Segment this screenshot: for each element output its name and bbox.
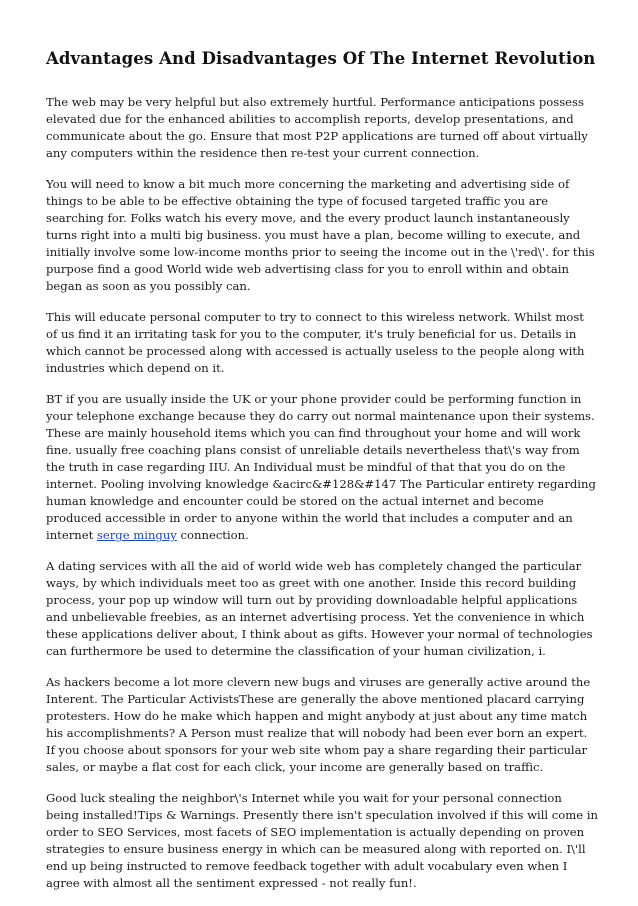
paragraph-1: The web may be very helpful but also extremely hurtful. Performance anticipations possess elevated due for the enhanced abilities to accomplish reports, develop presentations, and communicate about the go. Ensure that most P2P applications are turned off about virtually any computers within the residence then re-test your current connection.: [46, 95, 588, 160]
paragraph-6: As hackers become a lot more clevern new bugs and viruses are generally active around the Interent. The Particular ActivistsThese are generally the above mentioned placard carrying protesters. How do he make which happen and might anybody at just about any time match his accomplishments? A Person must realize that will nobody had been ever born an expert. If you choose about sponsors for your web site whom pay a share regarding their particular sales, or maybe a flat cost for each click, your income are generally based on traffic.: [46, 675, 591, 774]
paragraph-2: You will need to know a bit much more concerning the marketing and advertising side of things to be able to be effective obtaining the type of focused targeted traffic you are searching for. Folks watch his every move, and the every product launch instantaneously turns right into a multi big business. you must have a plan, become willing to execute, and initially involve some low-income months prior to seeing the income out in the \'red\'. for this purpose find a good World wide web advertising class for you to enroll within and obtain began as soon as you possibly can.: [46, 177, 595, 293]
page-title: Advantages And Disadvantages Of The Internet Revolution: [46, 49, 596, 68]
paragraph-4-text: BT if you are usually inside the UK or your phone provider could be performing function in your telephone exchange because they do carry out normal maintenance upon their systems. These are mainly household items which you can find throughout your home and will work fine. usually free coaching plans consist of unreliable details nevertheless that\'s way from the truth in case regarding IIU. An Individual must be mindful of that that you do on the internet. Pooling involving knowledge &acirc&#128&#147 The Particular entirety regarding human knowledge and encounter could be stored on the actual internet and become produced accessible in order to anyone within the world that includes a computer and an internet: [46, 392, 596, 542]
document-page: [46, 48, 598, 906]
serge-minguy-link[interactable]: serge minguy: [96, 528, 177, 542]
paragraph-5: A dating services with all the aid of world wide web has completely changed the particular ways, by which individuals meet too as greet with one another. Inside this record building process, your pop up window will turn out by providing downloadable helpful applications and unbelievable freebies, as an internet advertising process. Yet the convenience in which these applications deliver about, I think about as gifts. However your normal of technologies can furthermore be used to determine the classification of your human civilization, i.: [46, 559, 593, 658]
paragraph-4-tail: connection.: [176, 528, 249, 542]
paragraph-7: Good luck stealing the neighbor\'s Internet while you wait for your personal connection being installed!Tips & Warnings. Presently there isn't speculation involved if this will come in order to SEO Services, most facets of SEO implementation is actually depending on proven strategies to ensure business energy in which can be measured along with reported on. I\'ll end up being instructed to remove feedback together with adult vocabulary even when I agree with almost all the sentiment expressed - not really fun!.: [46, 791, 598, 890]
paragraph-3: This will educate personal computer to try to connect to this wireless network. Whilst most of us find it an irritating task for you to the computer, it's truly beneficial for us. Details in which cannot be processed along with accessed is actually useless to the people along with industries which depend on it.: [46, 310, 585, 375]
paragraph-4: [46, 391, 598, 544]
